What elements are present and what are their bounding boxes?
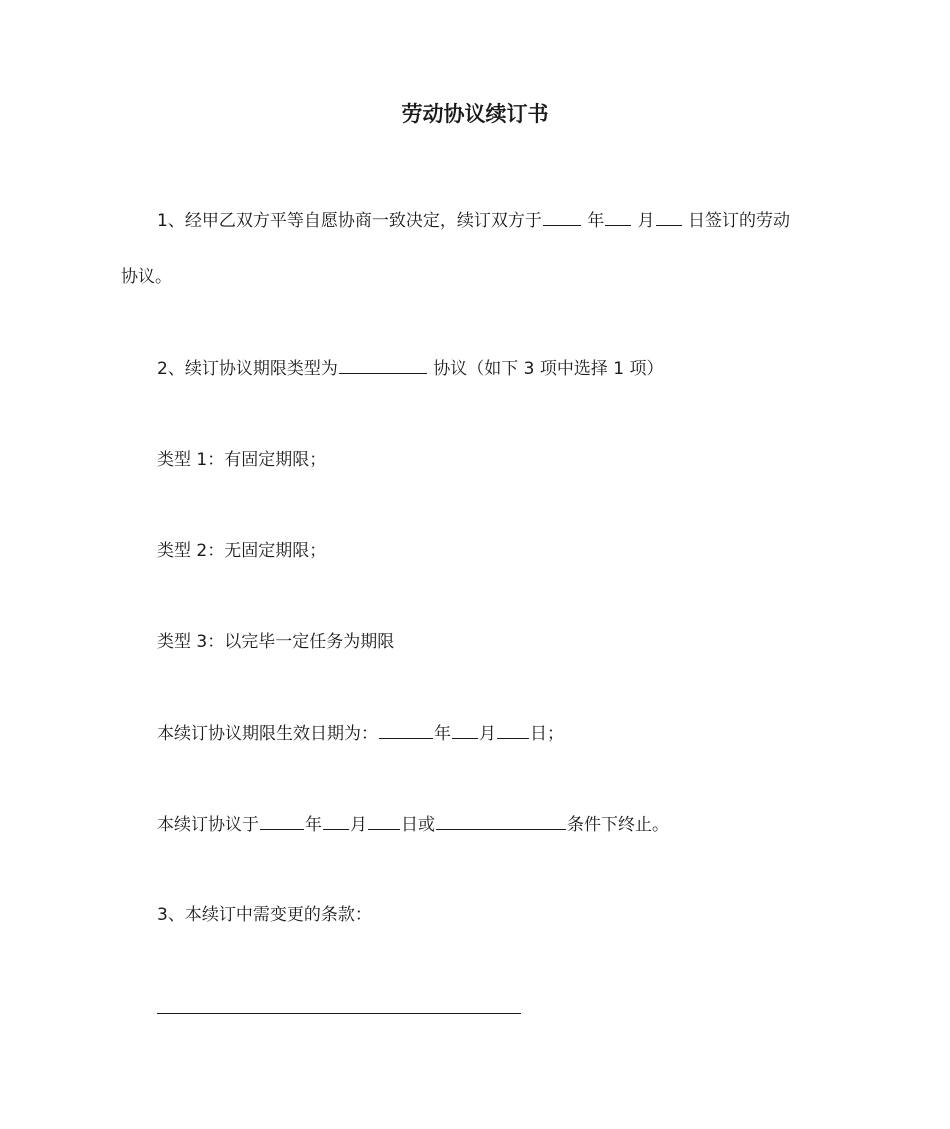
year-blank[interactable] xyxy=(543,208,581,226)
document-title: 劳动协议续订书 xyxy=(401,102,549,126)
clause-2-line xyxy=(157,356,663,381)
term-type-blank[interactable] xyxy=(339,356,427,374)
type-3-line: 类型 3：以完毕一定任务为期限 xyxy=(157,632,395,652)
day-label-tail: 日签订的劳动 xyxy=(688,211,791,231)
day-blank[interactable] xyxy=(656,208,682,226)
changed-terms-blank-line[interactable] xyxy=(157,1013,521,1014)
clause-1-line-2 xyxy=(121,265,172,289)
effective-day-label: 日； xyxy=(530,724,564,744)
termination-month-label: 月 xyxy=(350,815,367,835)
termination-condition-blank[interactable] xyxy=(436,812,566,830)
clause-1-line-1 xyxy=(157,208,790,233)
termination-day-blank[interactable] xyxy=(368,812,400,830)
termination-day-or-label: 日或 xyxy=(401,815,435,835)
effective-year-blank[interactable] xyxy=(379,721,433,739)
clause-2-text: 2、续订协议期限类型为 xyxy=(157,359,338,379)
year-label: 年 xyxy=(587,211,605,231)
effective-date-label: 本续订协议期限生效日期为： xyxy=(157,724,378,744)
termination-year-blank[interactable] xyxy=(260,812,304,830)
termination-line xyxy=(157,812,669,837)
effective-year-label: 年 xyxy=(434,724,451,744)
termination-label: 本续订协议于 xyxy=(157,815,259,835)
month-label: 月 xyxy=(637,211,655,231)
clause-2-suffix: 协议（如下 3 项中选择 1 项） xyxy=(433,359,664,379)
clause-3-line: 3、本续订中需变更的条款： xyxy=(157,905,372,925)
type-2-line: 类型 2：无固定期限； xyxy=(157,541,327,561)
effective-date-line xyxy=(157,721,564,746)
effective-day-blank[interactable] xyxy=(497,721,529,739)
termination-condition-label: 条件下终止。 xyxy=(567,815,669,835)
termination-year-label: 年 xyxy=(305,815,322,835)
clause-1-text: 1、经甲乙双方平等自愿协商一致决定，续订双方于 xyxy=(157,211,542,231)
clause-1-continuation: 协议。 xyxy=(121,267,172,287)
termination-month-blank[interactable] xyxy=(323,812,349,830)
month-blank[interactable] xyxy=(605,208,631,226)
effective-month-blank[interactable] xyxy=(452,721,478,739)
effective-month-label: 月 xyxy=(479,724,496,744)
type-1-line: 类型 1：有固定期限； xyxy=(157,450,327,470)
